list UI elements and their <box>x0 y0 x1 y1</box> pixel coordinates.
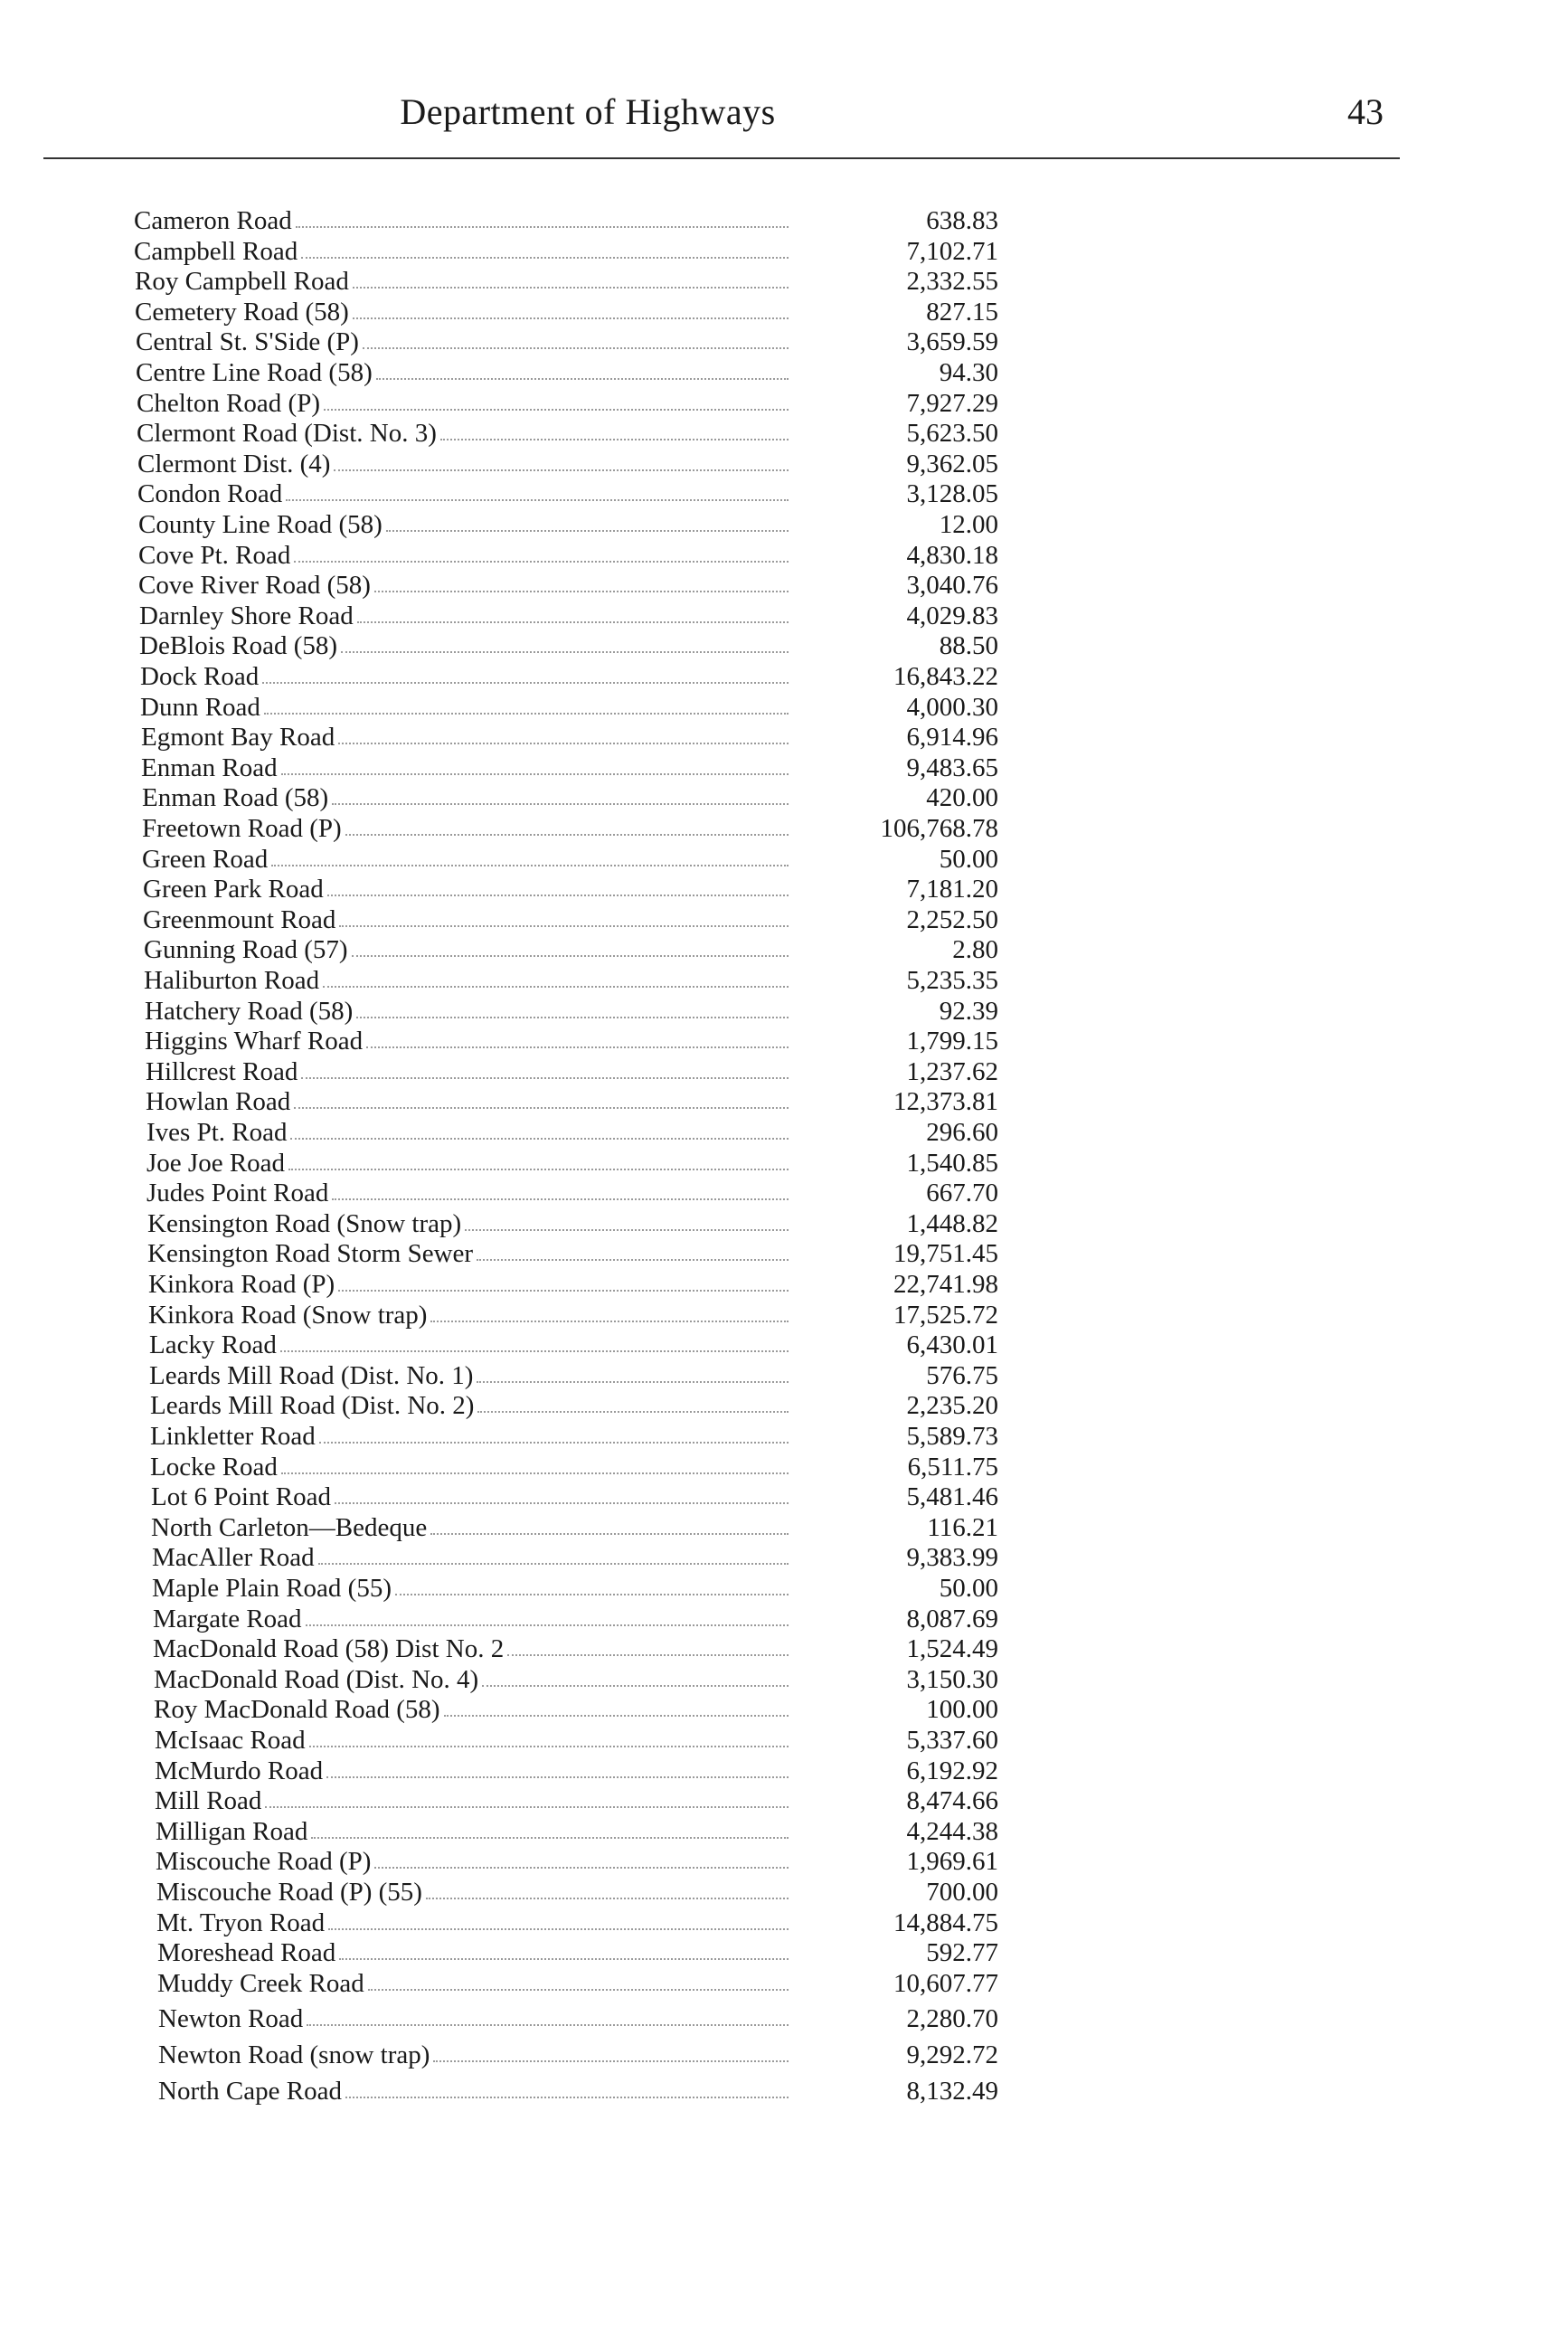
amount: 50.00 <box>939 844 998 874</box>
dot-leader <box>286 499 789 501</box>
road-name: Gunning Road (57) <box>144 935 348 965</box>
road-name: Cove River Road (58) <box>138 571 371 601</box>
amount: 7,102.71 <box>906 236 998 266</box>
amount: 12.00 <box>939 510 998 539</box>
dot-leader <box>332 1198 789 1200</box>
road-name: Hatchery Road (58) <box>145 996 354 1026</box>
amount: 1,540.85 <box>906 1148 998 1178</box>
dot-leader <box>290 1138 789 1140</box>
ledger-row <box>141 723 998 753</box>
ledger-row <box>148 1270 998 1300</box>
amount: 9,362.05 <box>906 449 998 478</box>
amount: 6,914.96 <box>906 723 998 753</box>
dot-leader <box>288 1169 789 1170</box>
road-name: McIsaac Road <box>155 1726 306 1755</box>
ledger-row <box>158 2040 998 2070</box>
road-name: Roy MacDonald Road (58) <box>154 1695 440 1725</box>
dot-leader <box>444 1715 789 1717</box>
road-name: Ives Pt. Road <box>146 1118 288 1147</box>
amount: 2.80 <box>952 935 998 965</box>
ledger-row <box>146 1057 998 1087</box>
amount: 8,087.69 <box>906 1604 998 1633</box>
road-name: MacAller Road <box>152 1543 315 1573</box>
dot-leader <box>332 803 789 805</box>
road-name: Linkletter Road <box>150 1422 316 1451</box>
ledger-row <box>134 206 998 236</box>
amount: 4,830.18 <box>906 540 998 570</box>
ledger-row <box>154 1665 998 1695</box>
dot-leader <box>324 409 789 411</box>
road-name: Chelton Road (P) <box>137 388 320 418</box>
ledger-row <box>146 1149 998 1179</box>
road-name: North Carleton—Bedeque <box>151 1512 428 1542</box>
dot-leader <box>366 1046 789 1048</box>
amount: 50.00 <box>939 1574 998 1603</box>
ledger-row <box>144 935 998 965</box>
ledger-row <box>156 1908 998 1938</box>
ledger-row <box>155 1726 998 1756</box>
road-name: Mt. Tryon Road <box>156 1908 326 1937</box>
amount: 827.15 <box>926 297 998 327</box>
road-name: Leards Mill Road (Dist. No. 1) <box>149 1360 474 1390</box>
amount: 4,000.30 <box>906 692 998 722</box>
amount: 5,481.46 <box>906 1482 998 1512</box>
dot-leader <box>430 1321 789 1322</box>
amount: 2,332.55 <box>906 267 998 297</box>
dot-leader <box>334 469 789 471</box>
amount: 92.39 <box>939 996 998 1026</box>
dot-leader <box>477 1411 789 1413</box>
ledger-row <box>144 966 998 996</box>
road-name: Judes Point Road <box>146 1179 329 1208</box>
dot-leader <box>356 1017 789 1018</box>
road-name: Clermont Road (Dist. No. 3) <box>137 419 437 449</box>
dot-leader <box>309 1746 789 1747</box>
road-name: North Cape Road <box>158 2076 342 2106</box>
road-name: County Line Road (58) <box>138 510 383 539</box>
ledger-row <box>138 510 998 540</box>
dot-leader <box>265 1806 789 1808</box>
amount: 667.70 <box>926 1179 998 1208</box>
dot-leader <box>345 834 789 836</box>
ledger-row <box>155 1786 998 1816</box>
amount: 4,029.83 <box>906 601 998 630</box>
ledger-row <box>158 2004 998 2034</box>
road-name: Maple Plain Road (55) <box>152 1574 392 1603</box>
dot-leader <box>335 1502 789 1504</box>
dot-leader <box>363 347 789 349</box>
dot-leader <box>327 895 789 896</box>
dot-leader <box>301 1077 789 1079</box>
dot-leader <box>465 1229 789 1231</box>
ledger-row <box>143 905 998 935</box>
ledger-row <box>150 1453 998 1482</box>
ledger-row <box>146 1087 998 1117</box>
amount: 9,383.99 <box>906 1543 998 1573</box>
amount: 3,040.76 <box>906 571 998 601</box>
dot-leader <box>319 1442 789 1444</box>
road-name: Locke Road <box>150 1452 278 1482</box>
road-name: Dock Road <box>140 662 260 691</box>
ledger-row <box>153 1605 998 1634</box>
ledger-row <box>149 1330 998 1360</box>
amount: 5,235.35 <box>906 966 998 995</box>
ledger-row <box>139 631 998 661</box>
dot-leader <box>326 1776 789 1778</box>
dot-leader <box>296 226 789 228</box>
road-name: Roy Campbell Road <box>135 267 349 297</box>
amount: 6,192.92 <box>906 1756 998 1785</box>
ledger-row <box>151 1482 998 1512</box>
ledger-row <box>157 1938 998 1968</box>
dot-leader <box>507 1654 789 1656</box>
dot-leader <box>353 317 789 319</box>
amount: 638.83 <box>926 206 998 235</box>
dot-leader <box>338 1290 789 1292</box>
road-name: Milligan Road <box>156 1816 308 1846</box>
road-name: Howlan Road <box>146 1087 291 1117</box>
road-name: Freetown Road (P) <box>142 814 342 843</box>
dot-leader <box>376 378 789 380</box>
amount: 2,252.50 <box>906 904 998 934</box>
dot-leader <box>264 713 789 715</box>
ledger-row <box>145 1027 998 1056</box>
dot-leader <box>294 1107 789 1109</box>
ledger-row <box>137 419 998 449</box>
ledger-row <box>156 1878 998 1908</box>
amount: 19,751.45 <box>893 1239 998 1269</box>
road-name: Green Road <box>142 844 269 874</box>
amount: 14,884.75 <box>893 1908 998 1937</box>
dot-leader <box>374 1867 789 1869</box>
road-name: Egmont Bay Road <box>141 723 335 753</box>
amount: 5,589.73 <box>906 1422 998 1451</box>
ledger-row <box>140 662 998 692</box>
dot-leader <box>357 621 789 623</box>
ledger-row <box>141 753 998 783</box>
road-name: Kinkora Road (P) <box>148 1270 335 1299</box>
ledger-row <box>140 693 998 723</box>
dot-leader <box>477 1381 789 1383</box>
amount: 116.21 <box>927 1512 998 1542</box>
amount: 3,150.30 <box>906 1664 998 1694</box>
dot-leader <box>395 1594 789 1595</box>
road-name: Lacky Road <box>149 1330 277 1360</box>
ledger-row <box>150 1391 998 1421</box>
amount: 1,524.49 <box>906 1634 998 1664</box>
road-name: Muddy Creek Road <box>157 1968 364 1998</box>
dot-leader <box>341 651 789 653</box>
ledger-row <box>157 1969 998 1999</box>
ledger-row <box>154 1695 998 1725</box>
ledger-row <box>156 1847 998 1877</box>
road-name: Hillcrest Road <box>146 1056 298 1086</box>
ledger-row <box>143 875 998 904</box>
amount: 5,337.60 <box>906 1726 998 1755</box>
ledger-row <box>152 1574 998 1604</box>
ledger-row <box>135 267 998 297</box>
dot-leader <box>353 287 789 289</box>
dot-leader <box>339 925 789 927</box>
dot-leader <box>281 773 789 775</box>
road-name: Mill Road <box>155 1786 262 1816</box>
ledger-row <box>153 1634 998 1664</box>
amount: 9,483.65 <box>906 753 998 782</box>
dot-leader <box>294 561 789 563</box>
road-name: Kensington Road Storm Sewer <box>147 1239 474 1269</box>
ledger-row <box>148 1301 998 1330</box>
dot-leader <box>281 1472 789 1474</box>
dot-leader <box>440 439 789 440</box>
road-name: Higgins Wharf Road <box>145 1027 364 1056</box>
dot-leader <box>280 1350 789 1352</box>
dot-leader <box>430 1533 789 1535</box>
road-name: Cameron Road <box>134 206 292 235</box>
road-name: Kinkora Road (Snow trap) <box>148 1300 428 1330</box>
amount: 16,843.22 <box>893 662 998 691</box>
dot-leader <box>271 865 789 866</box>
road-name: Green Park Road <box>143 875 324 904</box>
amount: 106,768.78 <box>880 814 998 843</box>
ledger-row <box>135 298 998 327</box>
ledger-row <box>150 1422 998 1452</box>
ledger-row <box>142 814 998 844</box>
road-name: Miscouche Road (P) (55) <box>156 1878 422 1907</box>
amount: 1,237.62 <box>906 1056 998 1086</box>
road-name: Campbell Road <box>134 236 298 266</box>
dot-leader <box>368 1989 789 1991</box>
amount: 6,511.75 <box>907 1452 998 1482</box>
road-name: Enman Road <box>141 753 278 782</box>
amount: 100.00 <box>926 1695 998 1725</box>
ledger-row <box>137 450 998 479</box>
road-name: Leards Mill Road (Dist. No. 2) <box>150 1391 475 1421</box>
ledger-row <box>146 1118 998 1148</box>
dot-leader <box>345 2097 789 2098</box>
page-number: 43 <box>1347 91 1384 132</box>
ledger-row <box>137 389 998 419</box>
dot-leader <box>301 257 789 259</box>
ledger-row <box>149 1361 998 1391</box>
road-name: Kensington Road (Snow trap) <box>147 1208 462 1238</box>
amount: 10,607.77 <box>893 1968 998 1998</box>
road-name: Cove Pt. Road <box>138 540 291 570</box>
dot-leader <box>433 2060 789 2062</box>
dot-leader <box>352 955 789 957</box>
road-name: DeBlois Road (58) <box>139 631 338 661</box>
ledger-row <box>138 541 998 571</box>
road-name: Newton Road <box>158 2004 304 2034</box>
dot-leader <box>307 2024 789 2026</box>
amount: 3,659.59 <box>906 327 998 357</box>
amount: 592.77 <box>926 1938 998 1968</box>
dot-leader <box>482 1685 789 1687</box>
dot-leader <box>311 1837 789 1839</box>
amount: 420.00 <box>926 783 998 813</box>
dot-leader <box>386 530 789 532</box>
amount: 12,373.81 <box>893 1087 998 1117</box>
dot-leader <box>262 682 789 684</box>
amount: 3,128.05 <box>906 479 998 509</box>
ledger-row <box>142 783 998 813</box>
ledger-row <box>136 358 998 388</box>
road-name: McMurdo Road <box>155 1756 324 1785</box>
amount: 8,132.49 <box>906 2076 998 2106</box>
ledger-row <box>156 1817 998 1847</box>
ledger-row <box>147 1209 998 1239</box>
ledger-row <box>138 571 998 601</box>
ledger-row <box>158 2077 998 2107</box>
dot-leader <box>374 591 789 592</box>
amount: 576.75 <box>926 1360 998 1390</box>
road-name: Clermont Dist. (4) <box>137 449 331 478</box>
amount: 700.00 <box>926 1878 998 1907</box>
amount: 8,474.66 <box>906 1786 998 1816</box>
road-name: Condon Road <box>137 479 283 509</box>
dot-leader <box>338 743 789 744</box>
ledger-row <box>145 997 998 1027</box>
road-name: Central St. S'Side (P) <box>136 327 359 357</box>
road-name: Centre Line Road (58) <box>136 358 373 387</box>
road-name: Darnley Shore Road <box>139 601 354 630</box>
ledger-row <box>151 1513 998 1543</box>
dot-leader <box>318 1563 789 1565</box>
road-name: Haliburton Road <box>144 966 320 995</box>
road-name: Dunn Road <box>140 692 260 722</box>
amount: 4,244.38 <box>906 1816 998 1846</box>
amount: 6,430.01 <box>906 1330 998 1360</box>
amount: 1,799.15 <box>906 1027 998 1056</box>
ledger-row <box>155 1756 998 1786</box>
ledger-row <box>137 479 998 509</box>
road-name: Joe Joe Road <box>146 1148 286 1178</box>
dot-leader <box>306 1624 789 1626</box>
road-name: Moreshead Road <box>157 1938 336 1968</box>
amount: 2,280.70 <box>906 2004 998 2034</box>
road-name: Cemetery Road (58) <box>135 297 349 327</box>
amount: 7,181.20 <box>906 875 998 904</box>
amount: 1,969.61 <box>906 1847 998 1877</box>
dot-leader <box>323 986 789 988</box>
amount: 7,927.29 <box>906 388 998 418</box>
ledger-row <box>147 1239 998 1269</box>
dot-leader <box>426 1898 789 1899</box>
ledger-row <box>146 1179 998 1208</box>
road-name: MacDonald Road (Dist. No. 4) <box>154 1664 479 1694</box>
ledger-row <box>152 1543 998 1573</box>
amount: 9,292.72 <box>906 2040 998 2069</box>
road-name: Newton Road (snow trap) <box>158 2040 430 2069</box>
ledger-row <box>134 237 998 267</box>
dot-leader <box>328 1928 789 1930</box>
road-name: Lot 6 Point Road <box>151 1482 331 1512</box>
amount: 17,525.72 <box>893 1300 998 1330</box>
amount: 22,741.98 <box>893 1270 998 1299</box>
road-name: MacDonald Road (58) Dist No. 2 <box>153 1634 505 1664</box>
amount: 5,623.50 <box>906 419 998 449</box>
ledger-row <box>136 327 998 357</box>
amount: 296.60 <box>926 1118 998 1147</box>
dot-leader <box>339 1958 789 1960</box>
amount: 2,235.20 <box>906 1391 998 1421</box>
amount: 1,448.82 <box>906 1208 998 1238</box>
road-name: Margate Road <box>153 1604 302 1633</box>
road-name: Enman Road (58) <box>142 783 329 813</box>
ledger-row <box>142 845 998 875</box>
amount: 88.50 <box>939 631 998 661</box>
page-title: Department of Highways <box>400 91 776 132</box>
road-name: Greenmount Road <box>143 904 336 934</box>
road-name: Miscouche Road (P) <box>156 1847 372 1877</box>
ledger-row <box>139 601 998 631</box>
amount: 94.30 <box>939 358 998 387</box>
dot-leader <box>477 1259 789 1261</box>
